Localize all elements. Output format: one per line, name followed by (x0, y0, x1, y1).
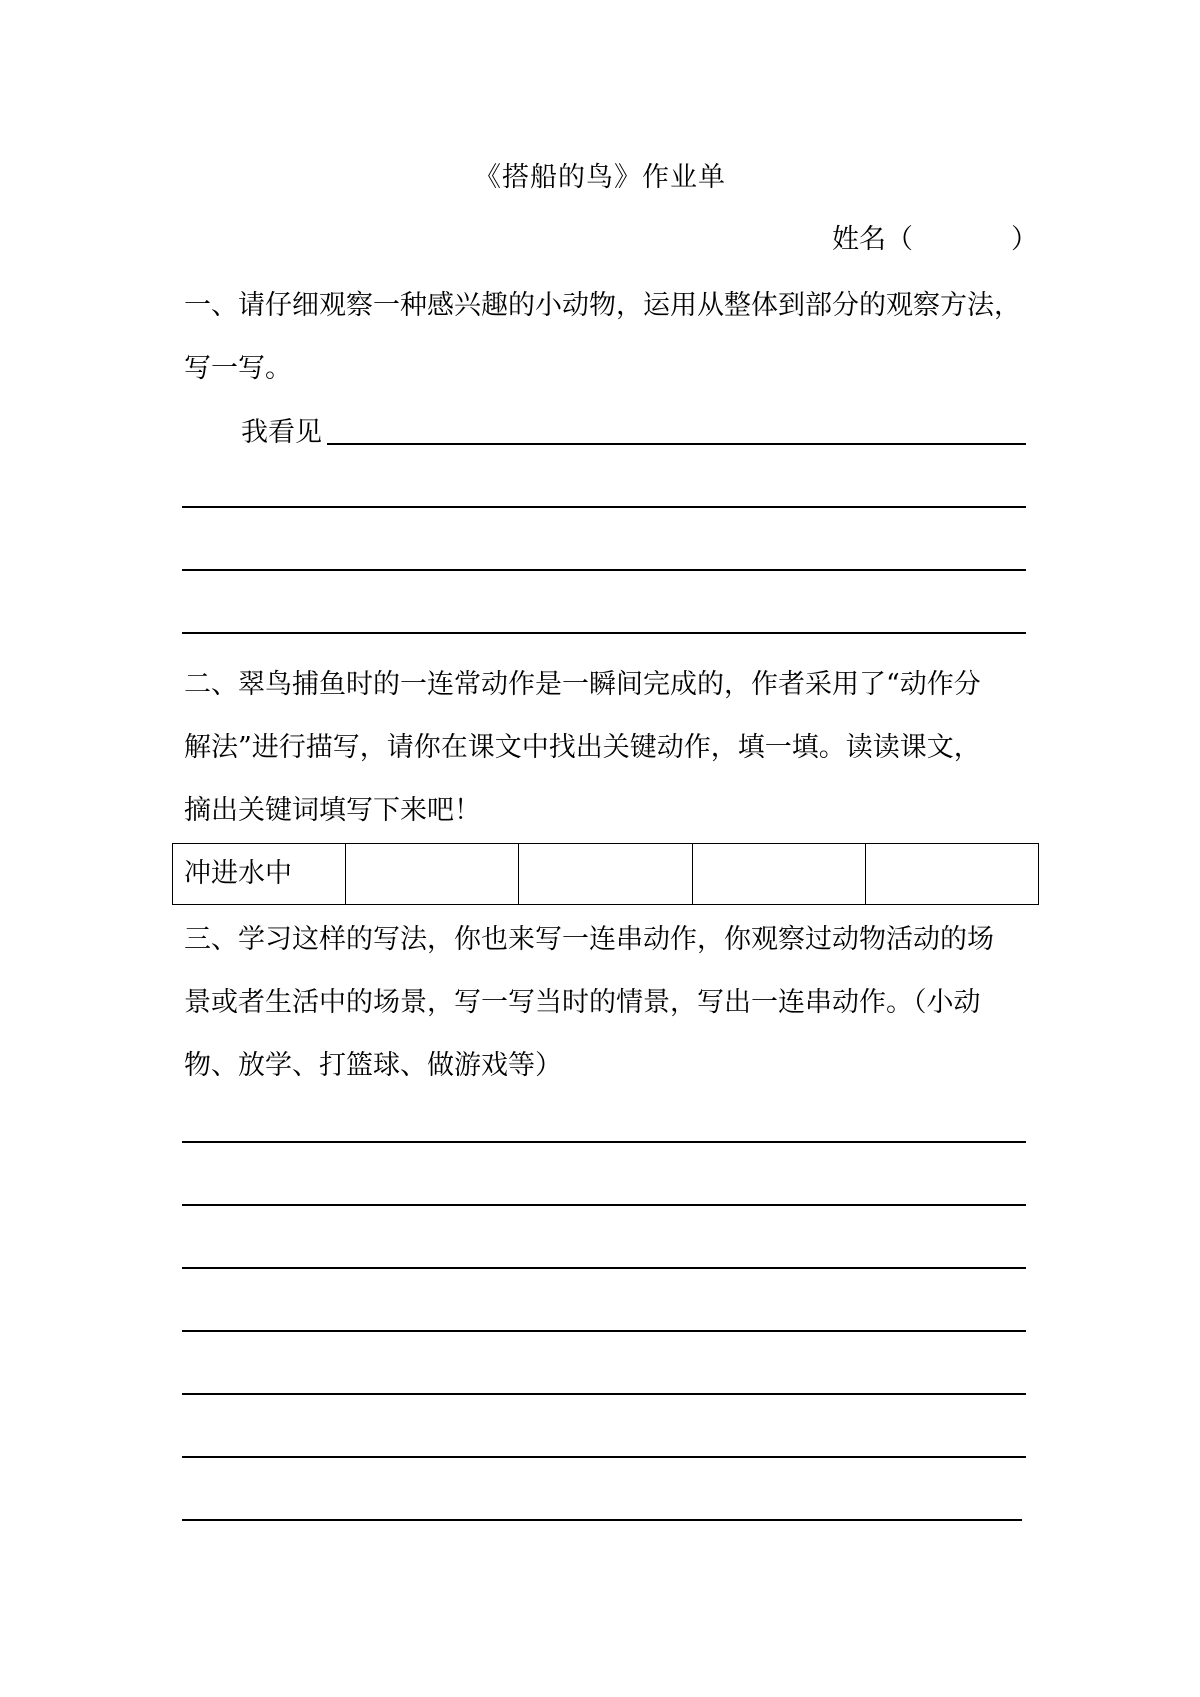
q1-answer-line-1[interactable] (327, 443, 1026, 445)
q3-instruction-line2: 景或者生活中的场景，写一写当时的情景，写出一连串动作。（小动 (184, 987, 981, 1018)
q3-answer-line-6[interactable] (182, 1456, 1026, 1458)
action-cell-5[interactable] (865, 844, 1038, 905)
q2-instruction-line2: 解法”进行描写，请你在课文中找出关键动作，填一填。读读课文， (184, 732, 981, 763)
action-table (172, 843, 1039, 905)
q1-answer-line-3[interactable] (182, 569, 1026, 571)
q1-answer-line-2[interactable] (182, 506, 1026, 508)
action-cell-3[interactable] (519, 844, 692, 905)
q3-answer-line-5[interactable] (182, 1393, 1026, 1395)
q1-answer-line-4[interactable] (182, 632, 1026, 634)
q1-instruction-line2: 写一写。 (184, 353, 292, 384)
name-label: 姓名（ (832, 224, 913, 255)
q3-instruction-line1: 三、学习这样的写法，你也来写一连串动作，你观察过动物活动的场 (184, 924, 994, 955)
action-table-row (173, 844, 1039, 905)
q1-prompt: 我看见 (241, 417, 322, 448)
q3-answer-line-1[interactable] (182, 1141, 1026, 1143)
q3-answer-line-3[interactable] (182, 1267, 1026, 1269)
q2-instruction-line1: 二、翠鸟捕鱼时的一连常动作是一瞬间完成的，作者采用了“动作分 (184, 669, 981, 700)
q2-instruction-line3: 摘出关键词填写下来吧！ (184, 795, 481, 826)
q3-answer-line-4[interactable] (182, 1330, 1026, 1332)
q3-answer-line-7[interactable] (182, 1519, 1022, 1521)
q3-instruction-line3: 物、放学、打篮球、做游戏等） (184, 1050, 562, 1081)
worksheet-title: 《搭船的鸟》作业单 (474, 162, 726, 193)
q1-instruction-line1: 一、请仔细观察一种感兴趣的小动物，运用从整体到部分的观察方法， (184, 290, 1021, 321)
q3-answer-line-2[interactable] (182, 1204, 1026, 1206)
action-cell-1: 冲进水中 (173, 844, 346, 905)
name-field (832, 220, 1038, 260)
action-cell-4[interactable] (692, 844, 865, 905)
action-cell-2[interactable] (346, 844, 519, 905)
name-close-paren: ） (1011, 224, 1038, 255)
